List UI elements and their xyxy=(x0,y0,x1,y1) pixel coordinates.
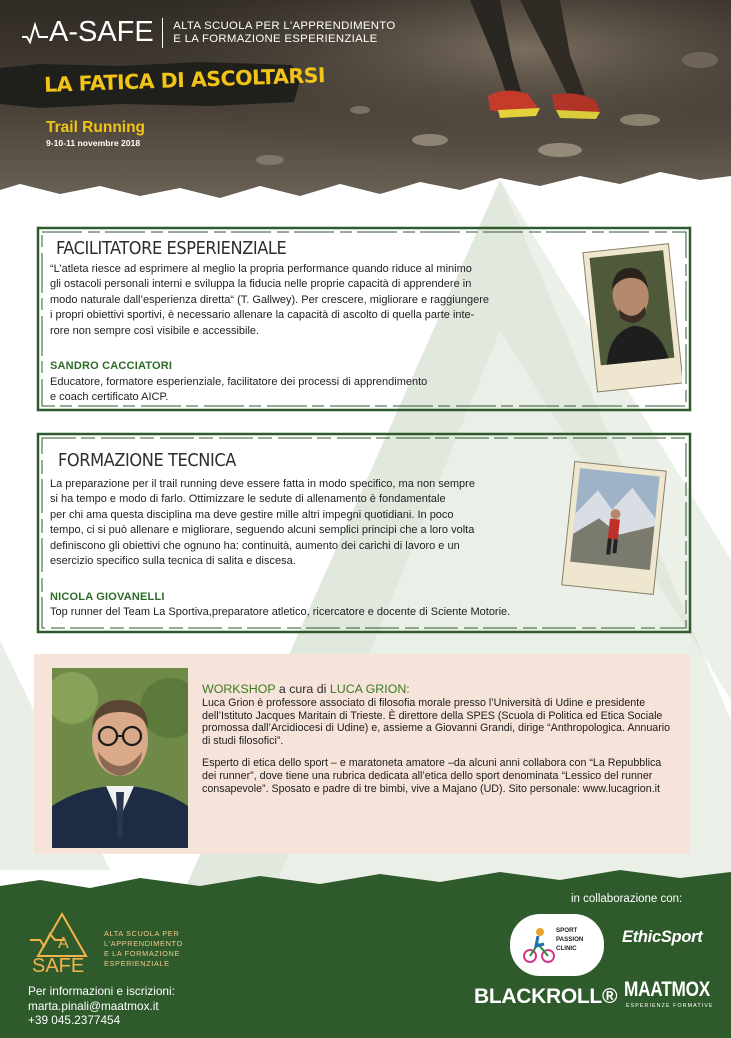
footer-logo-line: ALTA SCUOLA PER xyxy=(104,929,180,938)
facilitatore-title: FACILITATORE ESPERIENZIALE xyxy=(56,238,287,259)
role-line: e coach certificato AICP. xyxy=(50,391,169,404)
tecnica-line: per chi ama questa disciplina ma deve gestire mille altri impegni quotidiani. In poco xyxy=(50,508,454,521)
tecnica-body xyxy=(50,477,570,569)
footer-logo-text xyxy=(104,929,183,969)
footer-logo-a: A xyxy=(58,935,69,952)
facilitatore-line: gli ostacoli personali interni e sviluppa la fiducia nelle proprie capacità di apprendere in xyxy=(50,278,472,291)
contact-phone: +39 045.2377454 xyxy=(28,1013,121,1027)
workshop-bio-para2: Esperto di etica dello sport – e maratoneta amatore –da alcuni anni collabora con “La Repubblica dei runner”, dove tiene una rubrica dedicata all’etica dello sport denominata “Lessico del runner consapevole”. Sposato e padre di tre bimbi, vive a Majano (UD). Sito personale: www.lucagrion.it xyxy=(202,757,662,795)
footer-logo-line: L'APPRENDIMENTO xyxy=(104,939,183,948)
facilitatore-line: modo naturale dall’esperienza diretta“ (T. Gallwey). Per crescere, migliorare e raggiungere xyxy=(50,293,489,306)
person-name-cacciatori: SANDRO CACCIATORI xyxy=(50,360,173,372)
heartbeat-icon xyxy=(22,22,48,44)
portrait-cacciatori-photo xyxy=(580,238,682,398)
spc-text xyxy=(556,926,583,953)
asafe-wordmark xyxy=(22,16,154,49)
footer-logo-line: ESPERIENZIALE xyxy=(104,959,170,968)
footer-logo-safe: SAFE xyxy=(32,955,85,974)
contact-label: Per informazioni e iscrizioni: xyxy=(28,984,175,998)
person-role-giovanelli: Top runner del Team La Sportiva,preparatore atletico, ricercatore e docente di Sciente Motorie. xyxy=(50,606,511,618)
sport-passion-clinic-logo xyxy=(510,914,604,976)
footer-contact xyxy=(28,984,175,1028)
blackroll-logo: BLACKROLL® xyxy=(474,985,618,1008)
tecnica-line: tempo, ci si può allenare e migliorare, seguendo alcuni semplici principi che a loro volta xyxy=(50,524,475,537)
facilitatore-line: “L’atleta riesce ad esprimere al meglio la propria performance quando riduce al minimo xyxy=(50,263,472,275)
facilitatore-line: rore non sempre così visibile e accessibile. xyxy=(50,324,260,337)
facilitatore-line: i propri obiettivi sportivi, è necessario allenare la capacità di ascolto di quella parte inte- xyxy=(50,309,475,322)
cyclist-icon xyxy=(522,926,556,964)
spc-line: SPORT xyxy=(556,927,578,934)
ethicsport-logo: EthicSport xyxy=(622,928,703,946)
person-name-giovanelli: NICOLA GIOVANELLI xyxy=(50,591,165,603)
workshop-speaker-name: LUCA GRION: xyxy=(329,682,410,696)
logo-divider xyxy=(162,18,164,48)
portrait-giovanelli-photo xyxy=(558,458,670,598)
workshop-bio-para1: Luca Grion è professore associato di filosofia morale presso l’Università di Udine e presidente dell’Istituto Jacques Maritain di Trieste. È direttore della SPES (Scuola di Politica ed Etica Sociale promossa dall’Arcidiocesi di Udine) e, assieme a Giovanni Grandi, dirige “Anthropologica. Annuario di studi filosofici”. xyxy=(202,697,671,747)
tecnica-line: si ha tempo e modo di farlo. Ottimizzare le sedute di allenamento è fondamentale xyxy=(50,493,446,506)
workshop-by: a cura di xyxy=(275,682,330,696)
workshop-bio xyxy=(202,697,674,805)
tecnica-line: definiscono gli obiettivi che ognuno ha: continuità, aumento dei carichi di lavoro e un xyxy=(50,539,460,552)
spc-line: CLINIC xyxy=(556,945,577,952)
facilitatore-body xyxy=(50,262,580,339)
spc-line: PASSION xyxy=(556,936,584,943)
contact-email-link[interactable]: marta.pinali@maatmox.it xyxy=(28,998,159,1013)
maatmox-logo: MAATMOX xyxy=(624,978,710,1001)
asafe-footer-logo xyxy=(28,912,96,974)
workshop-label: WORKSHOP xyxy=(202,682,276,696)
event-subtitle: Trail Running xyxy=(46,119,146,136)
asafe-logo-text: A-SAFE xyxy=(49,16,154,48)
tecnica-title: FORMAZIONE TECNICA xyxy=(58,450,236,471)
footer-logo-line: E LA FORMAZIONE xyxy=(104,949,180,958)
tecnica-line: esercizio specifico sulla tecnica di salita e discesa. xyxy=(50,555,296,568)
person-role-cacciatori xyxy=(50,375,570,405)
logo-subtitle-line1: ALTA SCUOLA PER L'APPRENDIMENTO xyxy=(173,20,396,32)
header-logo xyxy=(22,16,396,49)
portrait-grion-photo xyxy=(52,668,188,848)
logo-subtitle xyxy=(173,20,395,45)
event-dates: 9-10-11 novembre 2018 xyxy=(46,138,141,148)
logo-subtitle-line2: E LA FORMAZIONE ESPERIENZIALE xyxy=(173,32,378,45)
role-line: Educatore, formatore esperienziale, facilitatore dei processi di apprendimento xyxy=(50,376,428,388)
collab-label: in collaborazione con: xyxy=(571,893,683,905)
event-title: LA FATICA DI ASCOLTARSI xyxy=(43,63,326,97)
maatmox-tagline: ESPERIENZE FORMATIVE xyxy=(626,1003,714,1009)
tecnica-line: La preparazione per il trail running deve essere fatta in modo specifico, ma non sempre xyxy=(50,478,475,490)
workshop-heading xyxy=(202,682,410,696)
